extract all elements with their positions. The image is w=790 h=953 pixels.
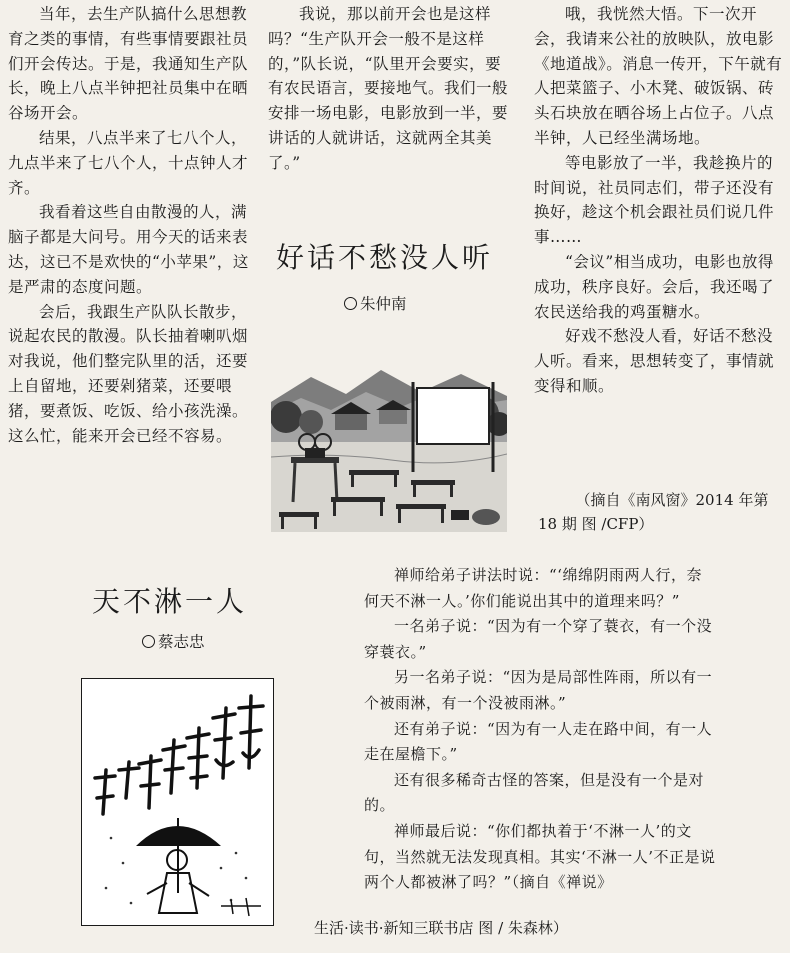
article1-column-1	[8, 2, 250, 448]
paragraph: 哦，我恍然大悟。下一次开会，我请来公社的放映队，放电影《地道战》。消息一传开，下午就有人把菜篮子、小木凳、破饭锅、砖头石块放在晒谷场上占位子。八点半钟，人已经坐满场地。	[534, 5, 783, 147]
paragraph: 还有很多稀奇古怪的答案，但是没有一个是对的。	[364, 770, 705, 815]
article2-author: 蔡志忠	[142, 630, 205, 652]
paragraph: 一名弟子说：“因为有一个穿了蓑衣，有一个没穿蓑衣。”	[364, 617, 713, 661]
paragraph: 另一名弟子说：“因为是局部性阵雨，所以有一个被雨淋，有一个没被雨淋。”	[364, 668, 713, 712]
article1-title: 好话不愁没人听	[276, 241, 494, 274]
paragraph: 我说，那以前开会也是这样吗？“生产队开会一般不是这样的，”队长说，“队里开会要实，要有农民语言，要接地气。我们一般安排一场电影，电影放到一半，要讲话的人就讲话，这就两全其美了。”	[268, 5, 509, 172]
article1-source: （摘自《南风窗》2014 年第 18 期 图 /CFP）	[538, 491, 769, 533]
article2-body	[364, 563, 716, 896]
circle-marker-icon	[142, 635, 155, 648]
paragraph: 会后，我跟生产队队长散步，说起农民的散漫。队长抽着喇叭烟对我说，他们整完队里的活，还要上自留地，还要剁猪菜，还要喂猪，要煮饭、吃饭、给小孩洗澡。这么忙，能来开会已经不容易。	[8, 302, 249, 445]
circle-marker-icon	[344, 297, 357, 310]
article2-title: 天不淋一人	[92, 585, 248, 618]
paragraph: 结果，八点半来了七八个人，九点半来了七八个人，十点钟人才齐。	[8, 128, 249, 197]
paragraph: 当年，去生产队搞什么思想教育之类的事情，有些事情要跟社员们开会传达。于是，我通知生产队长，晚上八点半钟把社员集中在晒谷场开会。	[8, 5, 249, 123]
paragraph: “会议”相当成功，电影也放得成功，秩序良好。会后，我还喝了农民送给我的鸡蛋糖水。	[534, 252, 775, 321]
calligraphy-umbrella-illustration	[81, 678, 274, 926]
paragraph: 还有弟子说：“因为有一人走在路中间，有一人走在屋檐下。”	[364, 719, 713, 764]
article1-column-2	[268, 2, 508, 176]
paragraph: 禅师给弟子讲法时说：“‘绵绵阴雨两人行，奈何天不淋一人。’你们能说出其中的道理来吗？”	[364, 566, 702, 610]
article2-source-line2: 生活·读书·新知三联书店 图 / 朱森林）	[314, 919, 568, 937]
paragraph: 我看着这些自由散漫的人，满脑子都是大问号。用今天的话来表达，这已不是欢快的“小苹果”，这是严肃的态度问题。	[8, 203, 249, 296]
article2-source-inline: （摘自《禅说》	[511, 873, 613, 892]
article1-author: 朱仲南	[344, 292, 407, 314]
outdoor-movie-illustration	[271, 362, 507, 532]
paragraph: 禅师最后说：“你们都执着于‘不淋一人’的文句，当然就无法发现真相。其实‘不淋一人’不正是说两个人都被淋了吗？”（摘自《禅说》	[364, 821, 716, 892]
paragraph: 等电影放了一半，我趁换片的时间说，社员同志们，带子还没有换好，趁这个机会跟社员们说几件事……	[534, 153, 775, 247]
paragraph: 好戏不愁没人看，好话不愁没人听。看来，思想转变了，事情就变得和顺。	[534, 327, 775, 395]
article1-column-3	[534, 2, 784, 399]
